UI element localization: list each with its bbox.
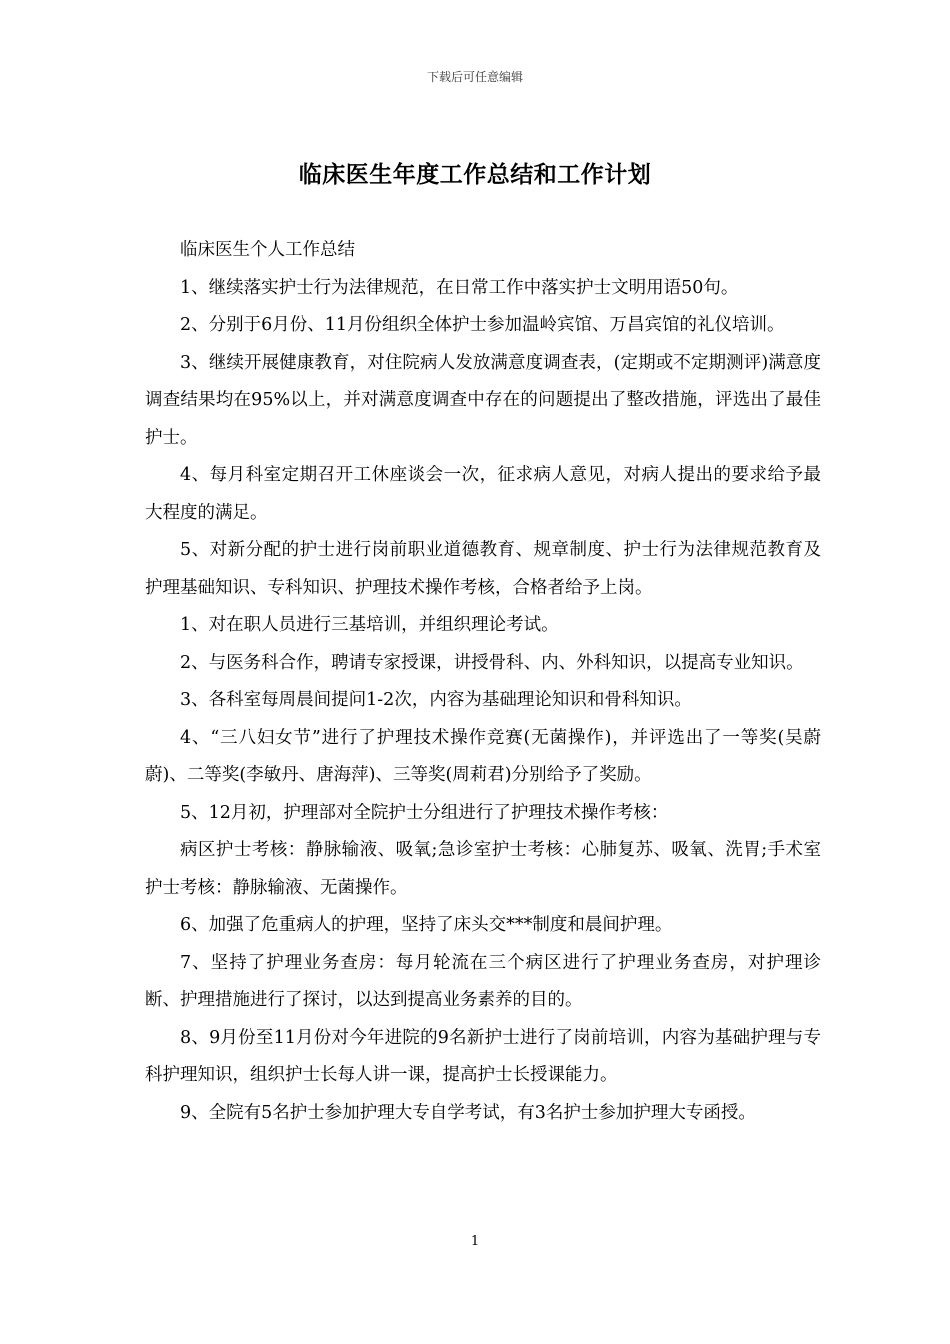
section-heading: 临床医生个人工作总结 xyxy=(180,240,355,260)
paragraph: 2、分别于6月份、11月份组织全体护士参加温岭宾馆、万昌宾馆的礼仪培训。 xyxy=(180,315,785,335)
header-note: 下载后可任意编辑 xyxy=(426,70,523,84)
paragraph: 4、每月科室定期召开工休座谈会一次，征求病人意见，对病人提出的要求给予最大程度的满足。 xyxy=(145,465,821,523)
paragraph: 8、9月份至11月份对今年进院的9名新护士进行了岗前培训，内容为基础护理与专科护理知识，组织护士长每人讲一课，提高护士长授课能力。 xyxy=(145,1027,821,1085)
paragraph: 7、坚持了护理业务查房：每月轮流在三个病区进行了护理业务查房，对护理诊断、护理措施进行了探讨，以达到提高业务素养的目的。 xyxy=(145,952,821,1010)
document-body xyxy=(145,232,821,1132)
paragraph: 1、对在职人员进行三基培训，并组织理论考试。 xyxy=(180,615,559,635)
page-number: 1 xyxy=(470,1234,480,1249)
paragraph: 5、12月初，护理部对全院护士分组进行了护理技术操作考核： xyxy=(180,802,669,823)
paragraph: 9、全院有5名护士参加护理大专自学考试，有3名护士参加护理大专函授。 xyxy=(180,1102,756,1123)
paragraph: 2、与医务科合作，聘请专家授课，讲授骨科、内、外科知识，以提高专业知识。 xyxy=(180,652,804,673)
paragraph: 3、继续开展健康教育，对住院病人发放满意度调查表，(定期或不定期测评)满意度调查结果均在95%以上，并对满意度调查中存在的问题提出了整改措施，评选出了最佳护士。 xyxy=(145,352,821,448)
paragraph: 4、“三八妇女节”进行了护理技术操作竞赛(无菌操作)，并评选出了一等奖(吴蔚蔚)、二等奖(李敏丹、唐海萍)、三等奖(周莉君)分别给予了奖励。 xyxy=(145,727,821,785)
paragraph: 3、各科室每周晨间提问1-2次，内容为基础理论知识和骨科知识。 xyxy=(180,690,692,710)
paragraph: 6、加强了危重病人的护理，坚持了床头交***制度和晨间护理。 xyxy=(180,915,673,935)
paragraph: 病区护士考核：静脉输液、吸氧;急诊室护士考核：心肺复苏、吸氧、洗胃;手术室护士考核：静脉输液、无菌操作。 xyxy=(145,840,821,898)
paragraph: 5、对新分配的护士进行岗前职业道德教育、规章制度、护士行为法律规范教育及护理基础知识、专科知识、护理技术操作考核，合格者给予上岗。 xyxy=(145,540,821,598)
paragraph: 1、继续落实护士行为法律规范，在日常工作中落实护士文明用语50句。 xyxy=(180,277,739,298)
document-title: 临床医生年度工作总结和工作计划 xyxy=(298,162,652,188)
